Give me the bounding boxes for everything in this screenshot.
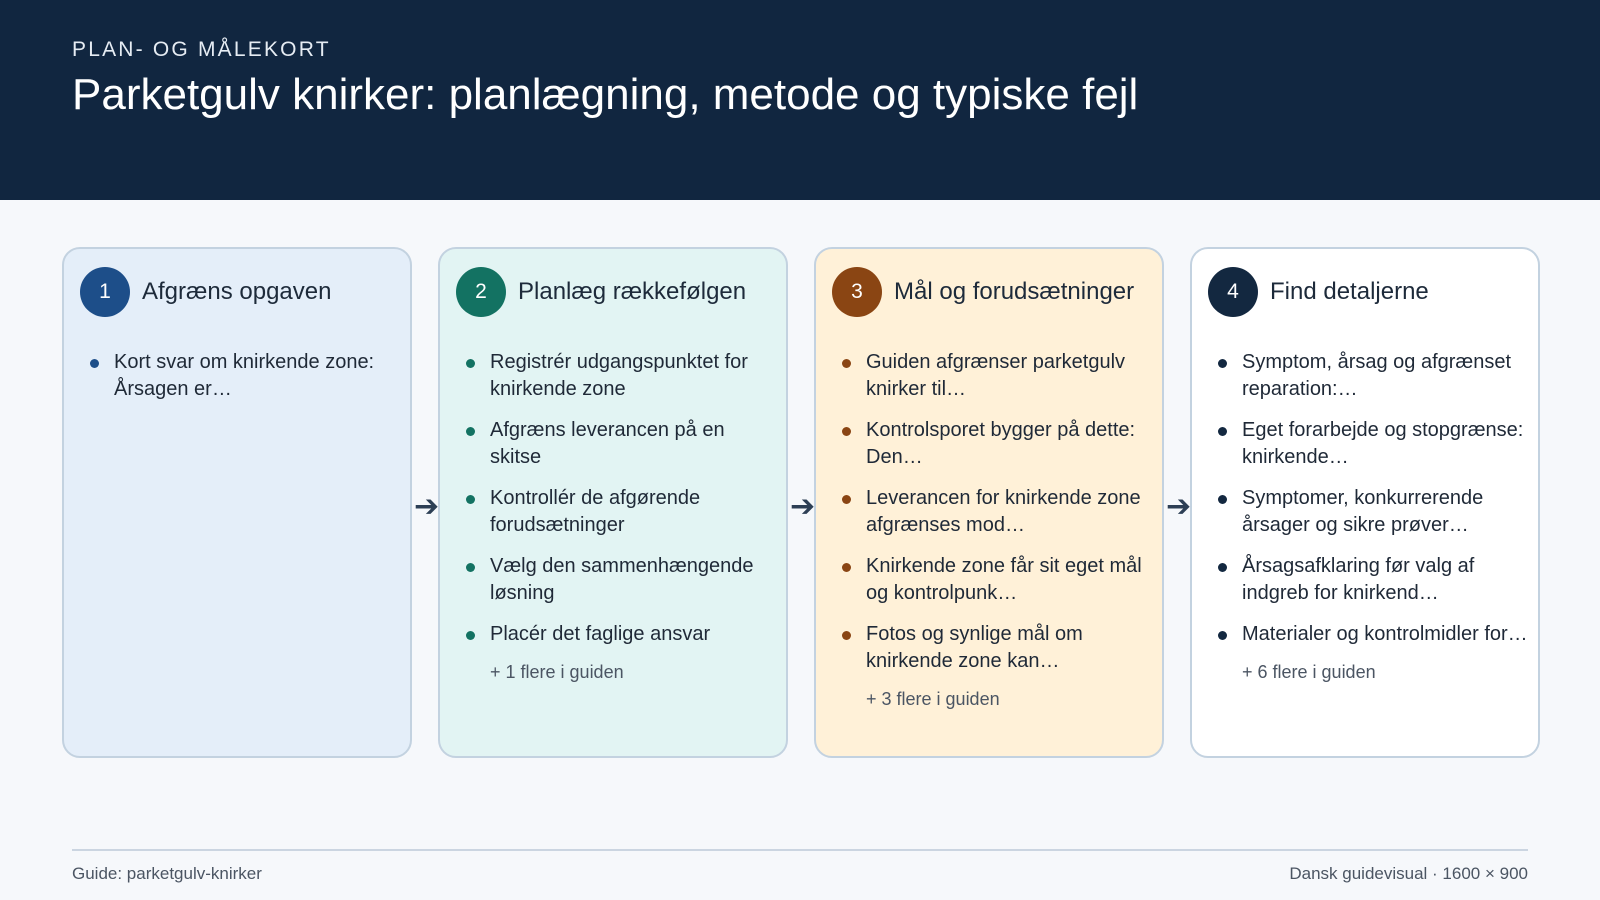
bullet-item (1218, 485, 1530, 539)
bullet-item (466, 417, 778, 471)
page-title: Parketgulv knirker: planlægning, metode og typiske fejl (72, 70, 1139, 119)
step-number-badge: 2 (456, 267, 506, 317)
bullet-item (1218, 417, 1530, 471)
step-number-badge: 1 (80, 267, 130, 317)
card-header (832, 267, 1134, 317)
bullet-item (1218, 553, 1530, 607)
bullet-dot-icon (842, 631, 851, 640)
step-card-2 (438, 247, 788, 758)
bullet-text: Kontrolsporet bygger på dette: Den… (866, 419, 1136, 468)
more-in-guide-link[interactable]: + 1 flere i guiden (490, 662, 624, 682)
eyebrow-label: PLAN- OG MÅLEKORT (72, 38, 331, 61)
bullet-item (466, 621, 778, 648)
card-header (456, 267, 746, 317)
bullet-list (90, 349, 402, 417)
bullet-text: Symptom, årsag og afgrænset reparation:… (1242, 351, 1512, 400)
bullet-text: Knirkende zone får sit eget mål og kontrolpunk… (866, 555, 1142, 604)
flow-arrow-icon: ➔ (1166, 490, 1192, 523)
footer-guide-label: Guide: parketgulv-knirker (72, 864, 262, 883)
bullet-text: Afgræns leverancen på en skitse (490, 419, 725, 468)
bullet-dot-icon (466, 359, 475, 368)
bullet-dot-icon (466, 631, 475, 640)
bullet-item (466, 349, 778, 403)
bullet-text: Kontrollér de afgørende forudsætninger (490, 487, 701, 536)
bullet-item (1218, 349, 1530, 403)
bullet-item (466, 553, 778, 607)
card-header (1208, 267, 1429, 317)
step-number-badge: 4 (1208, 267, 1258, 317)
card-title: Afgræns opgaven (142, 278, 332, 305)
bullet-dot-icon (1218, 495, 1227, 504)
bullet-dot-icon (842, 495, 851, 504)
flow-arrow-icon: ➔ (790, 490, 816, 523)
step-card-1 (62, 247, 412, 758)
bullet-item (90, 349, 402, 403)
bullet-dot-icon (466, 495, 475, 504)
header-banner (0, 0, 1600, 200)
bullet-dot-icon (1218, 427, 1227, 436)
bullet-item (842, 553, 1154, 607)
bullet-list (466, 349, 778, 683)
bullet-list (1218, 349, 1530, 683)
bullet-item (842, 417, 1154, 471)
bullet-dot-icon (1218, 359, 1227, 368)
flow-arrow-icon: ➔ (414, 490, 440, 523)
bullet-item (842, 485, 1154, 539)
bullet-text: Eget forarbejde og stopgrænse: knirkende… (1242, 419, 1524, 468)
bullet-dot-icon (1218, 631, 1227, 640)
bullet-item (466, 485, 778, 539)
bullet-text: Leverancen for knirkende zone afgrænses mod… (866, 487, 1141, 536)
card-title: Mål og forudsætninger (894, 278, 1135, 305)
bullet-text: Kort svar om knirkende zone: Årsagen er… (114, 351, 375, 400)
bullet-text: Årsagsafklaring før valg af indgreb for knirkend… (1242, 555, 1475, 604)
bullet-dot-icon (90, 359, 99, 368)
more-in-guide-link[interactable]: + 3 flere i guiden (866, 689, 1000, 709)
bullet-text: Placér det faglige ansvar (490, 623, 711, 645)
bullet-item (842, 621, 1154, 675)
step-number-badge: 3 (832, 267, 882, 317)
bullet-text: Fotos og synlige mål om knirkende zone kan… (866, 623, 1083, 672)
bullet-text: Guiden afgrænser parketgulv knirker til… (866, 351, 1126, 400)
step-card-3 (814, 247, 1164, 758)
bullet-text: Materialer og kontrolmidler for… (1242, 623, 1528, 645)
bullet-text: Vælg den sammenhængende løsning (490, 555, 754, 604)
bullet-text: Symptomer, konkurrerende årsager og sikre prøver… (1242, 487, 1484, 536)
bullet-dot-icon (1218, 563, 1227, 572)
bullet-dot-icon (842, 359, 851, 368)
bullet-dot-icon (466, 563, 475, 572)
bullet-item (1218, 621, 1530, 648)
bullet-list (842, 349, 1154, 710)
card-title: Find detaljerne (1270, 278, 1429, 305)
footer-divider (72, 849, 1528, 851)
more-in-guide-link[interactable]: + 6 flere i guiden (1242, 662, 1376, 682)
bullet-text: Registrér udgangspunktet for knirkende zone (490, 351, 748, 400)
step-card-4 (1190, 247, 1540, 758)
bullet-item (842, 349, 1154, 403)
bullet-dot-icon (466, 427, 475, 436)
footer-meta-label: Dansk guidevisual · 1600 × 900 (1289, 864, 1528, 883)
card-header (80, 267, 331, 317)
bullet-dot-icon (842, 563, 851, 572)
card-title: Planlæg rækkefølgen (518, 278, 747, 305)
bullet-dot-icon (842, 427, 851, 436)
